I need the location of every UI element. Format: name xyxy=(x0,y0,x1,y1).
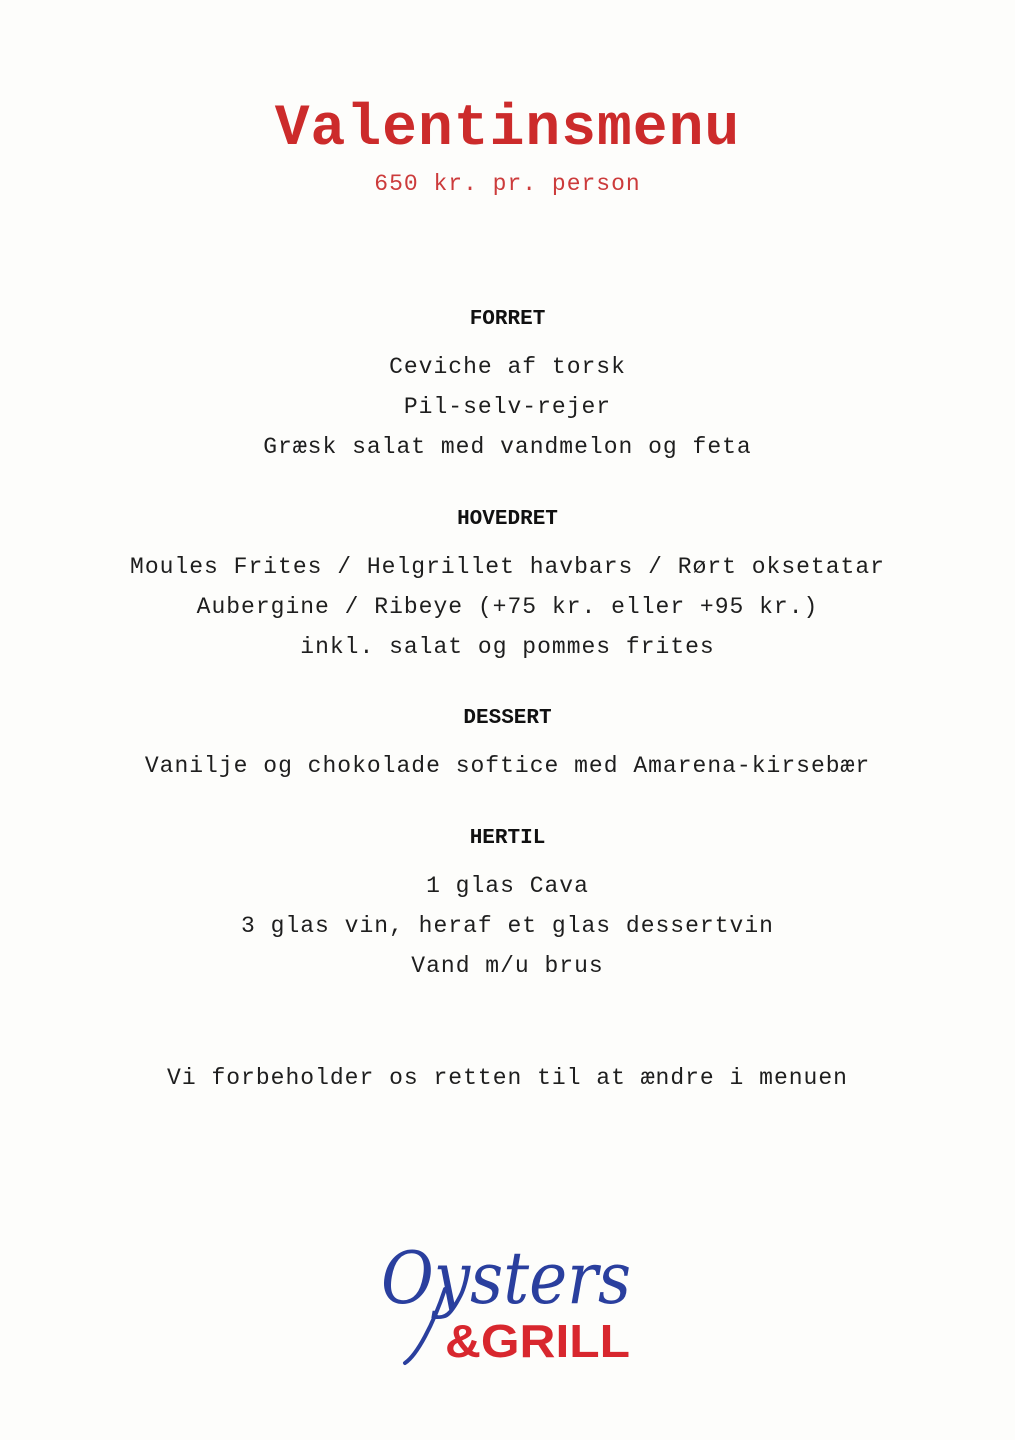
menu-item: Pil-selv-rejer xyxy=(403,394,612,420)
menu-item: inkl. salat og pommes frites xyxy=(300,634,715,660)
logo-script-text: Oysters xyxy=(381,1236,631,1320)
menu-item: Aubergine / Ribeye (+75 kr. eller +95 kr.) xyxy=(196,594,819,620)
logo-block-text: &GRILL xyxy=(445,1315,630,1367)
section-hovedret xyxy=(0,507,1015,667)
menu-title: Valentinsmenu xyxy=(274,97,741,162)
section-forret xyxy=(0,307,1015,467)
section-heading-forret: FORRET xyxy=(469,308,546,331)
menu-item: 1 glas Cava xyxy=(426,873,589,899)
menu-item: Vand m/u brus xyxy=(411,953,604,979)
menu-disclaimer: Vi forbeholder os retten til at ændre i menuen xyxy=(167,1065,848,1091)
section-heading-hovedret: HOVEDRET xyxy=(457,508,558,531)
menu-item: 3 glas vin, heraf et glas dessertvin xyxy=(241,913,774,939)
menu-item: Græsk salat med vandmelon og feta xyxy=(263,434,752,460)
oysters-grill-logo xyxy=(375,1225,640,1370)
section-heading-hertil: HERTIL xyxy=(469,827,546,850)
section-dessert xyxy=(0,706,1015,786)
menu-item: Ceviche af torsk xyxy=(389,354,626,380)
section-heading-dessert: DESSERT xyxy=(463,707,552,730)
menu-item: Vanilje og chokolade softice med Amarena-kirsebær xyxy=(144,753,871,779)
menu-price: 650 kr. pr. person xyxy=(374,171,641,197)
menu-item: Moules Frites / Helgrillet havbars / Rørt oksetatar xyxy=(130,554,885,580)
section-hertil xyxy=(0,826,1015,986)
